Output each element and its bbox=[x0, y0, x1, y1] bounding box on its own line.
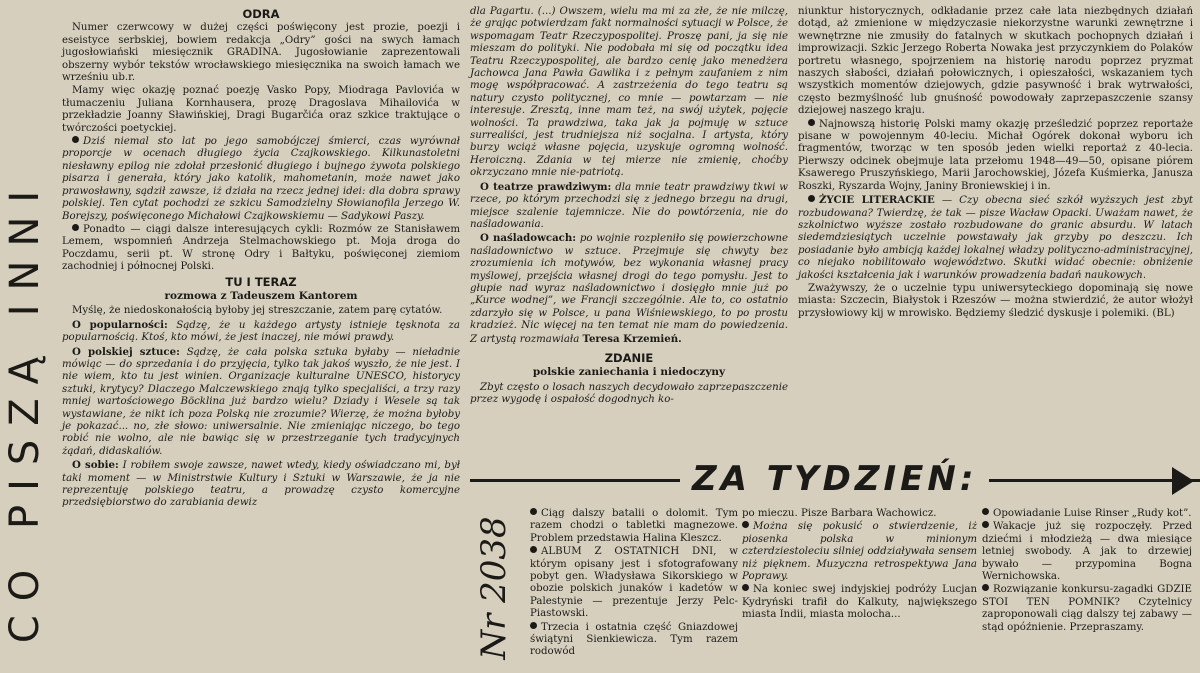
preview-item: Trzecia i ostatnia część Gniazdowej świątyni Sienkiewicza. Tym razem rodowód bbox=[530, 621, 738, 658]
bullet-icon bbox=[742, 521, 749, 528]
zdanie-subheading: polskie zaniechania i niedoczyny bbox=[532, 366, 726, 379]
preview-item: Na koniec swej indyjskiej podróży Lucjan Kydryński trafił do Kalkuty, największego miasta Indii, miasta molocha... bbox=[742, 584, 977, 621]
section-title-text: CO PISZĄ INNI bbox=[2, 176, 48, 644]
interview-teatr: O teatrze prawdziwym: dla mnie teatr prawdziwy tkwi w rzece, po którym przechodzi się z jednego brzegu na drugi, miejsce szalenie tajemnicze. Nie do powtórzenia, nie do naśladowania. bbox=[470, 180, 788, 230]
bullet-icon bbox=[982, 521, 989, 528]
column-right bbox=[798, 6, 1193, 321]
bullet-icon bbox=[982, 584, 989, 591]
section-title-vertical bbox=[2, 150, 48, 670]
uczelnie-paragraph: Zważywszy, że o uczelnie typu uniwersyteckiego dopominają się nowe miasta: Szczecin, Białystok i Rzeszów — można stwierdzić, że autor włożył przysłowiowy kij w mrowisko. Będziemy śledzić dyskusje i polemiki. (BL) bbox=[798, 282, 1193, 319]
odra-paragraph-1: Numer czerwcowy w dużej części poświęcony jest prozie, poezji i eseistyce serbskiej, bowiem redakcja „Odry” gości na swych łamach jugosłowiański miesięcznik GRADINA. Jugosłowianie zaprezentowali obszerny wybór tekstów wrocławskiego miesięcznika na swoich łamach we wrześniu ub.r. bbox=[62, 22, 460, 84]
bullet-icon bbox=[808, 195, 815, 202]
odra-paragraph-3: Dziś niemal sto lat po jego samobójczej śmierci, czas wyrównał proporcje w ocenach długiego życia Czajkowskiego. Kilkunastoletni niesławny epilog nie zdołał przesłonić długiego i bujnego żywota polskiego pisarza i generała, który jako katolik, mahometanin, może nawet jako prawosławny, sądził zawsze, iż działa na rzecz jednej idei: dla dobra sprawy polskiej. Ten cytat pochodzi ze szkicu Samodzielny Słowianofila Jerzego W. Borejszy, poświęconego Michałowi Czajkowskiemu — Sadykowi Paszy. bbox=[62, 136, 460, 222]
odra-paragraph-2: Mamy więc okazję poznać poezję Vasko Popy, Miodraga Pavlovića w tłumaczeniu Juliana Kornhausera, prozę Dragoslava Mihailovića w przekładzie Joanny Sławińskiej, Dragi Bugarčića oraz szkice traktujące o twórczości poetyckiej. bbox=[62, 85, 460, 134]
tt-paragraph-1: Myślę, że niedoskonałością byłoby jej streszczanie, zatem parę cytatów. bbox=[72, 305, 443, 317]
column-middle bbox=[470, 6, 788, 408]
preview-item: Można się pokusić o stwierdzenie, iż piosenka polska w minionym czterdziestoleciu silniej oddziaływała sensem niż pięknem. Muzyczna retrospektywa Jana Poprawy. bbox=[742, 521, 977, 583]
bullet-icon bbox=[808, 119, 815, 126]
preview-column-3 bbox=[982, 508, 1192, 635]
tt-paragraph-4: O sobie: I robiłem swoje zawsze, nawet wtedy, kiedy oświadczano mi, był taki moment — w Ministrstwie Kultury i Sztuki w Warszawie, że ja nie reprezentuję polskiego teatru, a prowadzę czysto komercyjne przedsiębiorstwo do zarabiania dewiz bbox=[62, 459, 461, 509]
bullet-icon bbox=[742, 584, 749, 591]
reportaze-paragraph: Najnowszą historię Polski mamy okazję prześledzić poprzez reportaże pisane w powojennym 40-leciu. Michał Ogórek dokonał wyboru ich fragmentów, tworząc w ten sposób jeden wielki reportaż z 40-lecia. Pierwszy odcinek obejmuje lata przełomu 1948—49—50, opisane piórem Ksawerego Pruszyńskiego, Marii Jarochowskiej, Józefa Kuśmierka, Janusza Roszki, Ryszarda Wojny, Janiny Broniewskiej i in. bbox=[798, 118, 1193, 192]
zdanie-paragraph-1: Zbyt często o losach naszych decydowało zaprzepaszczenie przez wygodę i ospałość dogodnych ko- bbox=[470, 381, 788, 406]
zdanie-heading: ZDANIE bbox=[604, 350, 654, 365]
preview-item: Wakacje już się rozpoczęły. Przed dziećmi i młodzieżą — dwa miesiące letniej swobody. A jak to drzewiej bywało — przypomina Bogna Wernichowska. bbox=[982, 521, 1192, 583]
odra-heading: ODRA bbox=[242, 7, 280, 21]
preview-item: Rozwiązanie konkursu-zagadki GDZIE STOI TEN POMNIK? Czytelnicy zaproponowali ciąg dalszy tej zabawy — stąd opóźnienie. Przepraszamy. bbox=[982, 584, 1192, 633]
banner-title: ZA TYDZIEŃ: bbox=[680, 459, 989, 499]
arrow-right-icon bbox=[1172, 467, 1194, 495]
issue-number: Nr 2038 bbox=[474, 515, 514, 660]
bullet-icon bbox=[530, 622, 537, 629]
zycie-literackie-paragraph: ŻYCIE LITERACKIE — Czy obecna sieć szkół wyższych jest zbyt rozbudowana? Twierdzę, że tak — pisze Wacław Opacki. Uważam nawet, że szkolnictwo wyższe zostało rozbudowane do granic absurdu. W latach siedemdziesiątych uczelnie powstawały jak grzyby po deszczu. Ich posiadanie było ambicją każdej lokalnej władzy polityczno-administracyjnej, co niejako nobilitowało województwo. Skutki widać obecnie: obniżenie jakości kształcenia jak i warunków prowadzenia badań naukowych. bbox=[798, 194, 1193, 281]
preview-column-1 bbox=[530, 508, 738, 660]
bullet-icon bbox=[530, 546, 537, 553]
odra-paragraph-4: Ponadto — ciągi dalsze interesujących cykli: Rozmów ze Stanisławem Lemem, wspomnień Andrzeja Stelmachowskiego pt. Moja droga do Poczdamu, serii pt. W stronę Odry i Bałtyku, poświęconej ziemiom zachodniej i północnej Polski. bbox=[62, 223, 460, 273]
preview-item: po mieczu. Pisze Barbara Wachowicz. bbox=[742, 508, 937, 519]
column-left bbox=[62, 6, 460, 511]
interview-nasladowcy: O naśladowcach: po wojnie rozpleniło się powierzchowne naśladownictwo w sztuce. Przejmuje się chwyty bez zrozumienia ich motywów, bez wykonania własnej pracy myślowej, przejścia własnej drogi do tego pomysłu. Jest to głupie nad wyraz naśladownictwo i dosięgło mnie już po „Kurce wodnej”, we Francji szczególnie. Ale to, co ostatnio zdarzyło się w Polsce, u pana Wiśniewskiego, to po prostu kradzież. Nic więcej na ten temat nie mam do powiedzenia. Z artystą rozmawiała Teresa Krzemień. bbox=[470, 232, 789, 345]
tu-i-teraz-subheading: rozmowa z Tadeuszem Kantorem bbox=[164, 289, 358, 302]
tu-i-teraz-heading: TU I TERAZ bbox=[225, 274, 297, 289]
preview-item: Ciąg dalszy batalii o dolomit. Tym razem chodzi o tabletki magnezowe. Problem przedstawia Halina Kleszcz. bbox=[530, 508, 738, 544]
preview-item: ALBUM Z OSTATNICH DNI, w którym opisany jest i sfotografowany pobyt gen. Władysława Sikorskiego w obozie polskich junaków i kadetów w Palestynie — prezentuje Jerzy Pelc-Piastowski. bbox=[530, 546, 738, 620]
preview-item: Opowiadanie Luise Rinser „Rudy kot”. bbox=[982, 508, 1192, 520]
tt-paragraph-2: O popularności: Sądzę, że u każdego artysty istnieje tęsknota za popularnością. Ktoś, kto mówi, że jest inaczej, nie mówi prawdy. bbox=[62, 318, 460, 344]
za-tydzien-banner bbox=[470, 455, 1200, 503]
zdanie-continued: niunktur historycznych, odkładanie przez całe lata niezbędnych działań dotąd, aż zmienione w międzyczasie niekorzystne warunki zewnętrzne i wewnętrzne nie zmusiły do fatalnych w skutkach pochopnych działań i improwizacji. Szkic Jerzego Roberta Nowaka jest przyczynkiem do Polaków portretu własnego, spojrzeniem na historię narodu poprzez pryzmat naszych słabości, działań połowicznych, i opieszałości, wskazaniem tych wszystkich momentów dziejowych, gdzie pasywność i brak wytrwałości, często bezmyślność lub gnuśność powodowały zaprzepaszczenie szansy dziejowej naszego kraju. bbox=[798, 6, 1193, 117]
bullet-icon bbox=[530, 508, 537, 515]
bullet-icon bbox=[982, 508, 989, 515]
bullet-icon bbox=[72, 136, 79, 143]
bullet-icon bbox=[72, 224, 79, 231]
preview-column-2 bbox=[742, 508, 977, 623]
interview-continued: dla Pagartu. (...) Owszem, wielu ma mi za złe, że nie milczę, że grając potwierdzam fakt normalności sytuacji w Polsce, że wspomagam Teatr Rzeczypospolitej. Proszę pani, ja się nie mieszam do polityki. Nie podobała mi się od początku idea Teatru Rzeczypospolitej, ale bardzo cenię jako menedżera Jachowca Jana Pawła Gawlika i z pełnym zaufaniem z nim mogę współpracować. A zastrzeżenia do tego teatru są natury czysto politycznej, co mnie — powtarzam — nie interesuje. Zresztą, inne mam też, na swój użytek, pojęcie wolności. Ta prawdziwa, taka jak ja pojmuję w sztuce surrealiści, jest trudniejsza niż socjalna. I artysta, który burzy wciąż własne pojęcia, uzyskuje ogromną wolność. Heroiczną. Zdania w tej mierze nie zmienię, choćby okrzyczano mnie nie-patriotą. bbox=[470, 6, 788, 179]
tt-paragraph-3: O polskiej sztuce: Sądzę, że cała polska sztuka byłaby — nieładnie mówiąc — do sprzedania i do przyjęcia, tylko tak jakoś wyszło, że nie jest. I nie wiem, kto tu jest winien. Organizacje kulturalne UNESCO, historycy sztuki, krytycy? Dlaczego Malczewskiego znają tylko specjaliści, a trzy razy mniej wartościowego Böcklina już bardzo wielu? Dziady i Wesele są tak wystawiane, że nikt ich poza Polską nie zrozumie? Wierzę, że można byłoby je pokazać... no, złe słowo: uniwersalnie. Nie zmieniając niczego, bo tego robić nie wolno, ale nie bawiąc się w przestrzeganie tych tradycyjnych żądań, didaskaliów. bbox=[62, 345, 460, 457]
